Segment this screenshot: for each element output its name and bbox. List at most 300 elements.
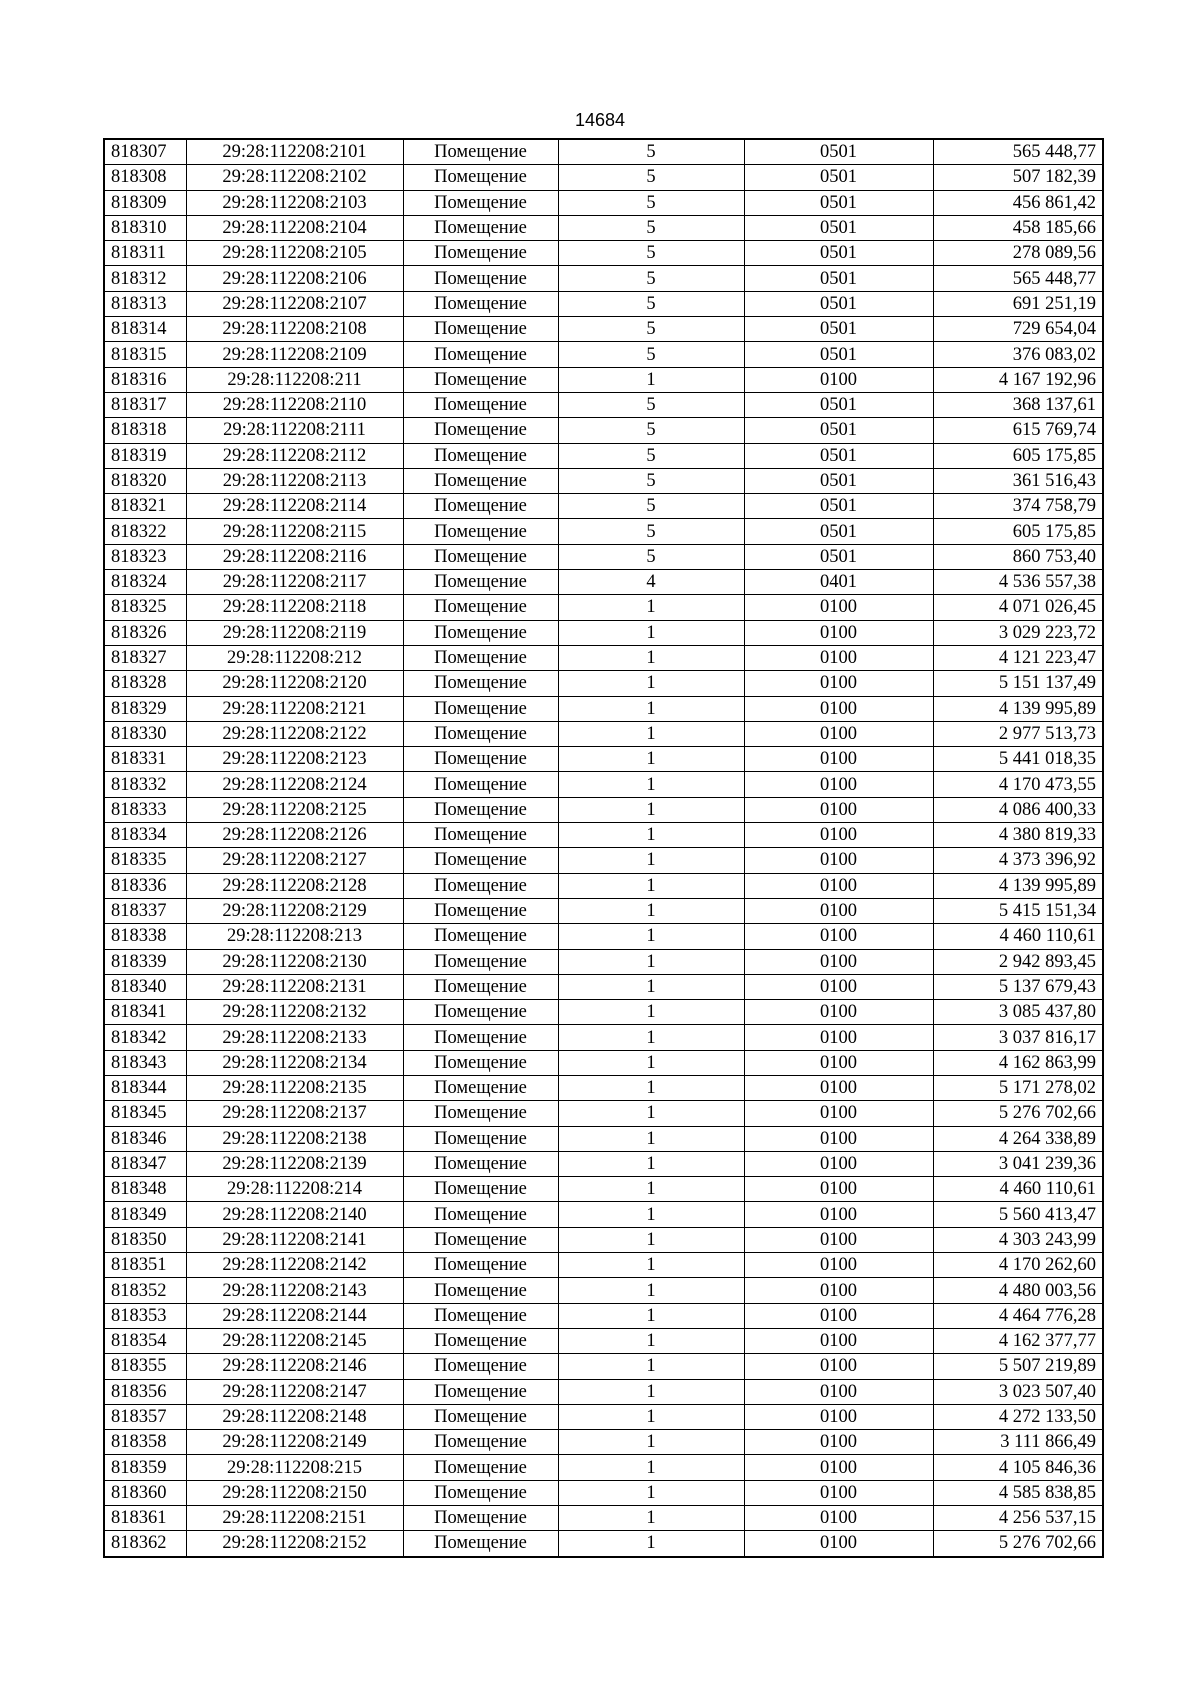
cadastral-number-cell: 29:28:112208:2122 bbox=[186, 721, 403, 746]
object-type-cell: Помещение bbox=[403, 1354, 558, 1379]
table-row bbox=[104, 544, 1103, 569]
usage-code-cell: 0100 bbox=[744, 1025, 933, 1050]
table-row bbox=[104, 721, 1103, 746]
row-number-cell: 818341 bbox=[104, 1000, 186, 1025]
row-number-cell: 818323 bbox=[104, 544, 186, 569]
group-number-cell: 1 bbox=[558, 1480, 744, 1505]
object-type-cell: Помещение bbox=[403, 443, 558, 468]
object-type-cell: Помещение bbox=[403, 215, 558, 240]
cadastral-value-cell: 3 029 223,72 bbox=[933, 620, 1103, 645]
cadastral-value-cell: 507 182,39 bbox=[933, 165, 1103, 190]
cadastral-number-cell: 29:28:112208:2119 bbox=[186, 620, 403, 645]
usage-code-cell: 0501 bbox=[744, 317, 933, 342]
table-row bbox=[104, 797, 1103, 822]
cadastral-number-cell: 29:28:112208:2151 bbox=[186, 1506, 403, 1531]
object-type-cell: Помещение bbox=[403, 1404, 558, 1429]
cadastral-number-cell: 29:28:112208:211 bbox=[186, 367, 403, 392]
cadastral-value-cell: 4 480 003,56 bbox=[933, 1278, 1103, 1303]
row-number-cell: 818321 bbox=[104, 494, 186, 519]
row-number-cell: 818314 bbox=[104, 317, 186, 342]
object-type-cell: Помещение bbox=[403, 291, 558, 316]
table-row bbox=[104, 595, 1103, 620]
row-number-cell: 818324 bbox=[104, 570, 186, 595]
object-type-cell: Помещение bbox=[403, 1303, 558, 1328]
group-number-cell: 1 bbox=[558, 696, 744, 721]
object-type-cell: Помещение bbox=[403, 1430, 558, 1455]
object-type-cell: Помещение bbox=[403, 392, 558, 417]
usage-code-cell: 0100 bbox=[744, 1455, 933, 1480]
usage-code-cell: 0100 bbox=[744, 848, 933, 873]
cadastral-number-cell: 29:28:112208:2109 bbox=[186, 342, 403, 367]
cadastral-value-cell: 4 162 863,99 bbox=[933, 1050, 1103, 1075]
table-row bbox=[104, 1050, 1103, 1075]
cadastral-number-cell: 29:28:112208:2110 bbox=[186, 392, 403, 417]
table-row bbox=[104, 924, 1103, 949]
table-row bbox=[104, 367, 1103, 392]
table-row bbox=[104, 620, 1103, 645]
group-number-cell: 1 bbox=[558, 873, 744, 898]
group-number-cell: 1 bbox=[558, 1177, 744, 1202]
group-number-cell: 1 bbox=[558, 898, 744, 923]
group-number-cell: 1 bbox=[558, 1506, 744, 1531]
cadastral-number-cell: 29:28:112208:2117 bbox=[186, 570, 403, 595]
table-row bbox=[104, 823, 1103, 848]
group-number-cell: 1 bbox=[558, 1050, 744, 1075]
object-type-cell: Помещение bbox=[403, 1151, 558, 1176]
cadastral-number-cell: 29:28:112208:215 bbox=[186, 1455, 403, 1480]
cadastral-number-cell: 29:28:112208:2132 bbox=[186, 1000, 403, 1025]
usage-code-cell: 0501 bbox=[744, 190, 933, 215]
cadastral-number-cell: 29:28:112208:2108 bbox=[186, 317, 403, 342]
group-number-cell: 5 bbox=[558, 241, 744, 266]
cadastral-number-cell: 29:28:112208:2142 bbox=[186, 1253, 403, 1278]
usage-code-cell: 0100 bbox=[744, 1404, 933, 1429]
cadastral-number-cell: 29:28:112208:2116 bbox=[186, 544, 403, 569]
object-type-cell: Помещение bbox=[403, 823, 558, 848]
usage-code-cell: 0401 bbox=[744, 570, 933, 595]
cadastral-value-cell: 4 167 192,96 bbox=[933, 367, 1103, 392]
usage-code-cell: 0501 bbox=[744, 544, 933, 569]
table-row bbox=[104, 418, 1103, 443]
object-type-cell: Помещение bbox=[403, 747, 558, 772]
group-number-cell: 1 bbox=[558, 848, 744, 873]
usage-code-cell: 0100 bbox=[744, 595, 933, 620]
group-number-cell: 1 bbox=[558, 1354, 744, 1379]
object-type-cell: Помещение bbox=[403, 468, 558, 493]
object-type-cell: Помещение bbox=[403, 519, 558, 544]
cadastral-value-cell: 5 441 018,35 bbox=[933, 747, 1103, 772]
cadastral-number-cell: 29:28:112208:2150 bbox=[186, 1480, 403, 1505]
group-number-cell: 4 bbox=[558, 570, 744, 595]
group-number-cell: 1 bbox=[558, 367, 744, 392]
cadastral-number-cell: 29:28:112208:2148 bbox=[186, 1404, 403, 1429]
table-row bbox=[104, 1303, 1103, 1328]
group-number-cell: 1 bbox=[558, 772, 744, 797]
cadastral-value-cell: 5 507 219,89 bbox=[933, 1354, 1103, 1379]
cadastral-number-cell: 29:28:112208:2101 bbox=[186, 139, 403, 165]
row-number-cell: 818319 bbox=[104, 443, 186, 468]
cadastral-value-cell: 278 089,56 bbox=[933, 241, 1103, 266]
group-number-cell: 5 bbox=[558, 418, 744, 443]
cadastral-value-cell: 4 460 110,61 bbox=[933, 924, 1103, 949]
row-number-cell: 818342 bbox=[104, 1025, 186, 1050]
group-number-cell: 1 bbox=[558, 747, 744, 772]
page-number: 14684 bbox=[574, 110, 626, 130]
table-row bbox=[104, 898, 1103, 923]
usage-code-cell: 0100 bbox=[744, 1430, 933, 1455]
group-number-cell: 1 bbox=[558, 1455, 744, 1480]
table-row bbox=[104, 1075, 1103, 1100]
group-number-cell: 1 bbox=[558, 1404, 744, 1429]
usage-code-cell: 0100 bbox=[744, 924, 933, 949]
row-number-cell: 818350 bbox=[104, 1227, 186, 1252]
row-number-cell: 818328 bbox=[104, 671, 186, 696]
usage-code-cell: 0501 bbox=[744, 519, 933, 544]
cadastral-value-cell: 4 303 243,99 bbox=[933, 1227, 1103, 1252]
object-type-cell: Помещение bbox=[403, 1000, 558, 1025]
table-row bbox=[104, 696, 1103, 721]
table-row bbox=[104, 671, 1103, 696]
usage-code-cell: 0501 bbox=[744, 443, 933, 468]
object-type-cell: Помещение bbox=[403, 317, 558, 342]
row-number-cell: 818353 bbox=[104, 1303, 186, 1328]
row-number-cell: 818334 bbox=[104, 823, 186, 848]
usage-code-cell: 0100 bbox=[744, 772, 933, 797]
row-number-cell: 818349 bbox=[104, 1202, 186, 1227]
object-type-cell: Помещение bbox=[403, 1328, 558, 1353]
object-type-cell: Помещение bbox=[403, 645, 558, 670]
object-type-cell: Помещение bbox=[403, 671, 558, 696]
group-number-cell: 1 bbox=[558, 1151, 744, 1176]
cadastral-value-cell: 4 139 995,89 bbox=[933, 873, 1103, 898]
object-type-cell: Помещение bbox=[403, 595, 558, 620]
row-number-cell: 818360 bbox=[104, 1480, 186, 1505]
row-number-cell: 818354 bbox=[104, 1328, 186, 1353]
group-number-cell: 1 bbox=[558, 595, 744, 620]
cadastral-number-cell: 29:28:112208:2115 bbox=[186, 519, 403, 544]
row-number-cell: 818338 bbox=[104, 924, 186, 949]
object-type-cell: Помещение bbox=[403, 241, 558, 266]
cadastral-value-cell: 3 037 816,17 bbox=[933, 1025, 1103, 1050]
object-type-cell: Помещение bbox=[403, 1379, 558, 1404]
cadastral-value-cell: 4 464 776,28 bbox=[933, 1303, 1103, 1328]
usage-code-cell: 0100 bbox=[744, 1126, 933, 1151]
cadastral-value-cell: 456 861,42 bbox=[933, 190, 1103, 215]
object-type-cell: Помещение bbox=[403, 797, 558, 822]
cadastral-number-cell: 29:28:112208:2131 bbox=[186, 974, 403, 999]
usage-code-cell: 0100 bbox=[744, 747, 933, 772]
cadastral-number-cell: 29:28:112208:2124 bbox=[186, 772, 403, 797]
cadastral-value-cell: 729 654,04 bbox=[933, 317, 1103, 342]
table-row bbox=[104, 747, 1103, 772]
usage-code-cell: 0100 bbox=[744, 873, 933, 898]
group-number-cell: 1 bbox=[558, 620, 744, 645]
cadastral-value-cell: 5 137 679,43 bbox=[933, 974, 1103, 999]
usage-code-cell: 0100 bbox=[744, 1227, 933, 1252]
row-number-cell: 818322 bbox=[104, 519, 186, 544]
usage-code-cell: 0100 bbox=[744, 1480, 933, 1505]
cadastral-number-cell: 29:28:112208:2135 bbox=[186, 1075, 403, 1100]
usage-code-cell: 0501 bbox=[744, 468, 933, 493]
usage-code-cell: 0100 bbox=[744, 1303, 933, 1328]
table-row bbox=[104, 570, 1103, 595]
cadastral-number-cell: 29:28:112208:2114 bbox=[186, 494, 403, 519]
group-number-cell: 1 bbox=[558, 1000, 744, 1025]
object-type-cell: Помещение bbox=[403, 924, 558, 949]
row-number-cell: 818333 bbox=[104, 797, 186, 822]
usage-code-cell: 0100 bbox=[744, 1328, 933, 1353]
cadastral-number-cell: 29:28:112208:2137 bbox=[186, 1101, 403, 1126]
usage-code-cell: 0100 bbox=[744, 1506, 933, 1531]
group-number-cell: 5 bbox=[558, 443, 744, 468]
usage-code-cell: 0501 bbox=[744, 392, 933, 417]
cadastral-number-cell: 29:28:112208:214 bbox=[186, 1177, 403, 1202]
group-number-cell: 5 bbox=[558, 544, 744, 569]
row-number-cell: 818329 bbox=[104, 696, 186, 721]
table-row bbox=[104, 1227, 1103, 1252]
group-number-cell: 1 bbox=[558, 1202, 744, 1227]
usage-code-cell: 0100 bbox=[744, 696, 933, 721]
table-row bbox=[104, 1000, 1103, 1025]
table-row bbox=[104, 1354, 1103, 1379]
cadastral-number-cell: 29:28:112208:2144 bbox=[186, 1303, 403, 1328]
object-type-cell: Помещение bbox=[403, 873, 558, 898]
table-row bbox=[104, 1455, 1103, 1480]
group-number-cell: 1 bbox=[558, 671, 744, 696]
object-type-cell: Помещение bbox=[403, 1278, 558, 1303]
usage-code-cell: 0100 bbox=[744, 645, 933, 670]
row-number-cell: 818345 bbox=[104, 1101, 186, 1126]
object-type-cell: Помещение bbox=[403, 1050, 558, 1075]
cadastral-value-cell: 4 162 377,77 bbox=[933, 1328, 1103, 1353]
object-type-cell: Помещение bbox=[403, 544, 558, 569]
row-number-cell: 818340 bbox=[104, 974, 186, 999]
group-number-cell: 5 bbox=[558, 468, 744, 493]
usage-code-cell: 0100 bbox=[744, 367, 933, 392]
cadastral-value-cell: 860 753,40 bbox=[933, 544, 1103, 569]
cadastral-value-cell: 5 560 413,47 bbox=[933, 1202, 1103, 1227]
cadastral-number-cell: 29:28:112208:2112 bbox=[186, 443, 403, 468]
row-number-cell: 818346 bbox=[104, 1126, 186, 1151]
group-number-cell: 1 bbox=[558, 1278, 744, 1303]
cadastral-number-cell: 29:28:112208:2145 bbox=[186, 1328, 403, 1353]
cadastral-number-cell: 29:28:112208:2152 bbox=[186, 1531, 403, 1557]
cadastral-value-cell: 3 041 239,36 bbox=[933, 1151, 1103, 1176]
row-number-cell: 818308 bbox=[104, 165, 186, 190]
usage-code-cell: 0100 bbox=[744, 1278, 933, 1303]
cadastral-value-cell: 605 175,85 bbox=[933, 519, 1103, 544]
cadastral-value-cell: 3 111 866,49 bbox=[933, 1430, 1103, 1455]
row-number-cell: 818359 bbox=[104, 1455, 186, 1480]
row-number-cell: 818320 bbox=[104, 468, 186, 493]
cadastral-value-cell: 4 536 557,38 bbox=[933, 570, 1103, 595]
group-number-cell: 5 bbox=[558, 165, 744, 190]
usage-code-cell: 0100 bbox=[744, 1177, 933, 1202]
table-row bbox=[104, 1379, 1103, 1404]
table-row bbox=[104, 494, 1103, 519]
cadastral-number-cell: 29:28:112208:213 bbox=[186, 924, 403, 949]
cadastral-number-cell: 29:28:112208:2146 bbox=[186, 1354, 403, 1379]
cadastral-number-cell: 29:28:112208:2130 bbox=[186, 949, 403, 974]
group-number-cell: 1 bbox=[558, 1227, 744, 1252]
table-row bbox=[104, 1025, 1103, 1050]
cadastral-value-cell: 5 171 278,02 bbox=[933, 1075, 1103, 1100]
row-number-cell: 818315 bbox=[104, 342, 186, 367]
table-row bbox=[104, 1278, 1103, 1303]
cadastral-value-cell: 4 086 400,33 bbox=[933, 797, 1103, 822]
cadastral-value-cell: 374 758,79 bbox=[933, 494, 1103, 519]
row-number-cell: 818313 bbox=[104, 291, 186, 316]
row-number-cell: 818317 bbox=[104, 392, 186, 417]
table-row bbox=[104, 1404, 1103, 1429]
cadastral-value-cell: 4 170 473,55 bbox=[933, 772, 1103, 797]
cadastral-value-cell: 361 516,43 bbox=[933, 468, 1103, 493]
usage-code-cell: 0100 bbox=[744, 1101, 933, 1126]
table-row bbox=[104, 1126, 1103, 1151]
usage-code-cell: 0501 bbox=[744, 494, 933, 519]
row-number-cell: 818356 bbox=[104, 1379, 186, 1404]
cadastral-value-cell: 5 276 702,66 bbox=[933, 1531, 1103, 1557]
row-number-cell: 818309 bbox=[104, 190, 186, 215]
table-row bbox=[104, 848, 1103, 873]
row-number-cell: 818361 bbox=[104, 1506, 186, 1531]
object-type-cell: Помещение bbox=[403, 418, 558, 443]
usage-code-cell: 0100 bbox=[744, 620, 933, 645]
row-number-cell: 818362 bbox=[104, 1531, 186, 1557]
row-number-cell: 818339 bbox=[104, 949, 186, 974]
usage-code-cell: 0100 bbox=[744, 1075, 933, 1100]
cadastral-value-cell: 368 137,61 bbox=[933, 392, 1103, 417]
group-number-cell: 5 bbox=[558, 139, 744, 165]
row-number-cell: 818326 bbox=[104, 620, 186, 645]
cadastral-value-cell: 4 585 838,85 bbox=[933, 1480, 1103, 1505]
cadastral-number-cell: 29:28:112208:2139 bbox=[186, 1151, 403, 1176]
row-number-cell: 818311 bbox=[104, 241, 186, 266]
table-row bbox=[104, 190, 1103, 215]
row-number-cell: 818335 bbox=[104, 848, 186, 873]
row-number-cell: 818336 bbox=[104, 873, 186, 898]
object-type-cell: Помещение bbox=[403, 367, 558, 392]
table-row bbox=[104, 772, 1103, 797]
table-row bbox=[104, 165, 1103, 190]
table-row bbox=[104, 468, 1103, 493]
usage-code-cell: 0100 bbox=[744, 1354, 933, 1379]
object-type-cell: Помещение bbox=[403, 949, 558, 974]
table-row bbox=[104, 1202, 1103, 1227]
object-type-cell: Помещение bbox=[403, 772, 558, 797]
usage-code-cell: 0100 bbox=[744, 1531, 933, 1557]
cadastral-value-cell: 2 942 893,45 bbox=[933, 949, 1103, 974]
table-row bbox=[104, 342, 1103, 367]
table-row bbox=[104, 1506, 1103, 1531]
cadastral-value-cell: 565 448,77 bbox=[933, 266, 1103, 291]
group-number-cell: 1 bbox=[558, 1126, 744, 1151]
cadastral-value-cell: 4 373 396,92 bbox=[933, 848, 1103, 873]
cadastral-value-cell: 4 139 995,89 bbox=[933, 696, 1103, 721]
row-number-cell: 818351 bbox=[104, 1253, 186, 1278]
group-number-cell: 1 bbox=[558, 1101, 744, 1126]
group-number-cell: 1 bbox=[558, 1328, 744, 1353]
group-number-cell: 5 bbox=[558, 317, 744, 342]
cadastral-number-cell: 29:28:112208:2104 bbox=[186, 215, 403, 240]
table-row bbox=[104, 1430, 1103, 1455]
table-row bbox=[104, 291, 1103, 316]
table-row bbox=[104, 974, 1103, 999]
row-number-cell: 818327 bbox=[104, 645, 186, 670]
group-number-cell: 1 bbox=[558, 1253, 744, 1278]
cadastral-number-cell: 29:28:112208:2120 bbox=[186, 671, 403, 696]
table-row bbox=[104, 241, 1103, 266]
row-number-cell: 818312 bbox=[104, 266, 186, 291]
group-number-cell: 1 bbox=[558, 1075, 744, 1100]
table-row bbox=[104, 519, 1103, 544]
usage-code-cell: 0501 bbox=[744, 139, 933, 165]
usage-code-cell: 0100 bbox=[744, 1151, 933, 1176]
row-number-cell: 818344 bbox=[104, 1075, 186, 1100]
object-type-cell: Помещение bbox=[403, 165, 558, 190]
group-number-cell: 5 bbox=[558, 190, 744, 215]
group-number-cell: 1 bbox=[558, 974, 744, 999]
cadastral-value-cell: 4 256 537,15 bbox=[933, 1506, 1103, 1531]
group-number-cell: 5 bbox=[558, 266, 744, 291]
object-type-cell: Помещение bbox=[403, 1506, 558, 1531]
cadastral-number-cell: 29:28:112208:2134 bbox=[186, 1050, 403, 1075]
usage-code-cell: 0100 bbox=[744, 671, 933, 696]
usage-code-cell: 0100 bbox=[744, 1253, 933, 1278]
cadastral-number-cell: 29:28:112208:2105 bbox=[186, 241, 403, 266]
cadastral-value-cell: 3 085 437,80 bbox=[933, 1000, 1103, 1025]
object-type-cell: Помещение bbox=[403, 620, 558, 645]
object-type-cell: Помещение bbox=[403, 1126, 558, 1151]
usage-code-cell: 0100 bbox=[744, 721, 933, 746]
object-type-cell: Помещение bbox=[403, 1177, 558, 1202]
group-number-cell: 5 bbox=[558, 291, 744, 316]
usage-code-cell: 0100 bbox=[744, 1050, 933, 1075]
cadastral-value-cell: 4 460 110,61 bbox=[933, 1177, 1103, 1202]
usage-code-cell: 0501 bbox=[744, 241, 933, 266]
cadastral-value-cell: 4 380 819,33 bbox=[933, 823, 1103, 848]
cadastral-value-cell: 565 448,77 bbox=[933, 139, 1103, 165]
table-row bbox=[104, 392, 1103, 417]
table-row bbox=[104, 266, 1103, 291]
group-number-cell: 1 bbox=[558, 823, 744, 848]
row-number-cell: 818332 bbox=[104, 772, 186, 797]
usage-code-cell: 0501 bbox=[744, 418, 933, 443]
table-row bbox=[104, 215, 1103, 240]
row-number-cell: 818307 bbox=[104, 139, 186, 165]
object-type-cell: Помещение bbox=[403, 570, 558, 595]
usage-code-cell: 0100 bbox=[744, 1379, 933, 1404]
registry-table-body bbox=[104, 139, 1103, 1557]
cadastral-value-cell: 3 023 507,40 bbox=[933, 1379, 1103, 1404]
usage-code-cell: 0100 bbox=[744, 823, 933, 848]
cadastral-number-cell: 29:28:112208:2133 bbox=[186, 1025, 403, 1050]
row-number-cell: 818310 bbox=[104, 215, 186, 240]
group-number-cell: 1 bbox=[558, 1025, 744, 1050]
table-row bbox=[104, 443, 1103, 468]
row-number-cell: 818343 bbox=[104, 1050, 186, 1075]
cadastral-number-cell: 29:28:112208:2121 bbox=[186, 696, 403, 721]
row-number-cell: 818325 bbox=[104, 595, 186, 620]
group-number-cell: 1 bbox=[558, 1430, 744, 1455]
cadastral-value-cell: 5 276 702,66 bbox=[933, 1101, 1103, 1126]
usage-code-cell: 0501 bbox=[744, 266, 933, 291]
group-number-cell: 5 bbox=[558, 392, 744, 417]
cadastral-number-cell: 29:28:112208:2128 bbox=[186, 873, 403, 898]
cadastral-number-cell: 29:28:112208:2106 bbox=[186, 266, 403, 291]
cadastral-value-cell: 4 272 133,50 bbox=[933, 1404, 1103, 1429]
cadastral-number-cell: 29:28:112208:212 bbox=[186, 645, 403, 670]
